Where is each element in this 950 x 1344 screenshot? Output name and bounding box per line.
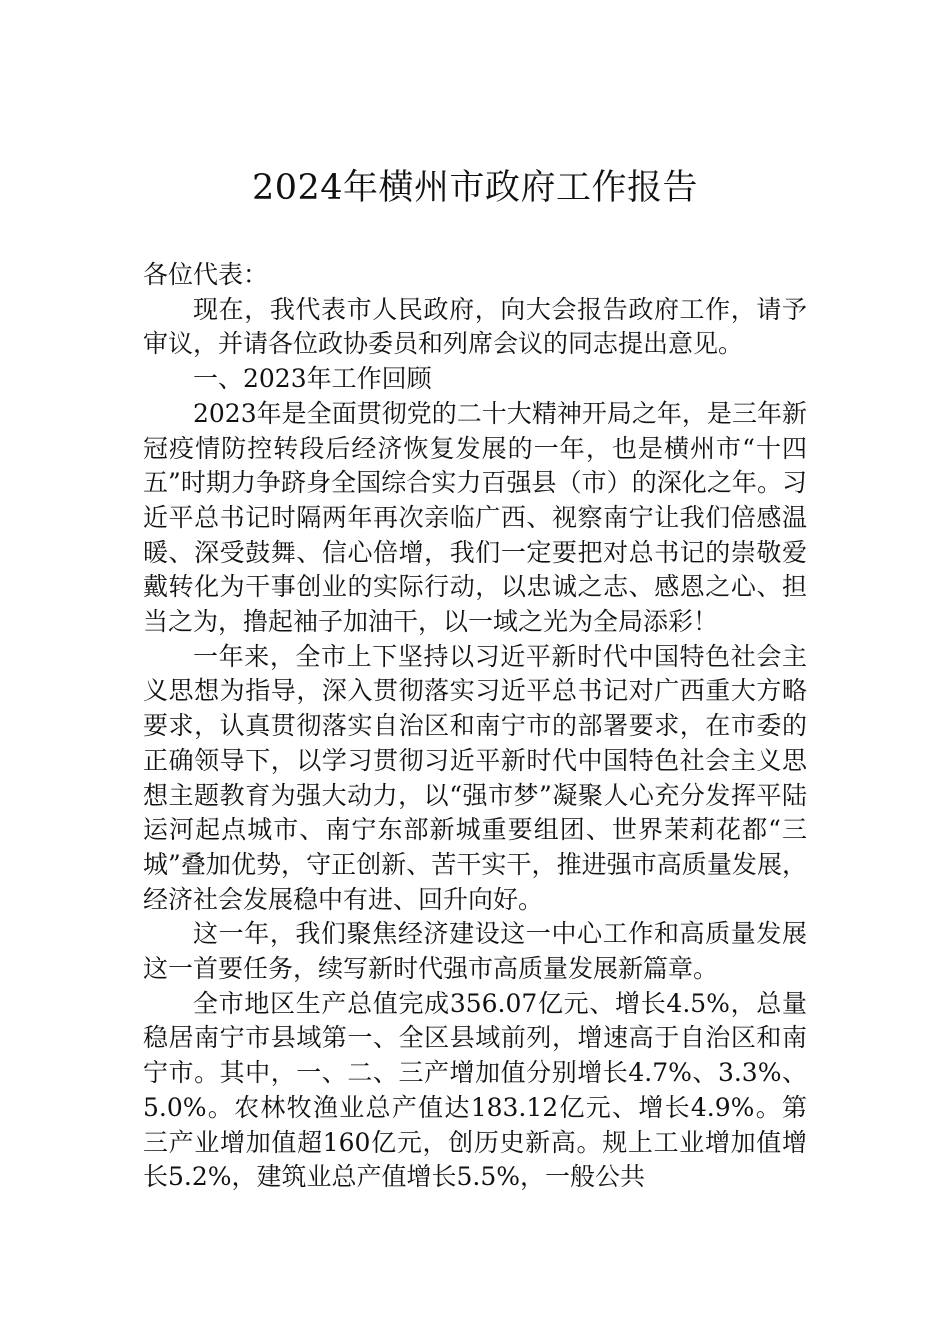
paragraph-economy: 全市地区生产总值完成356.07亿元、增长4.5%，总量稳居南宁市县域第一、全区县域前列，增速高于自治区和南宁市。其中，一、二、三产增加值分别增长4.7%、3.3%、5.0%。农林牧渔业总产值达183.12亿元、增长4.9%。第三产业增加值超160亿元，创历史新高。规上工业增加值增长5.2%，建筑业总产值增长5.5%，一般公共 bbox=[143, 988, 807, 1192]
paragraph-achievements: 一年来，全市上下坚持以习近平新时代中国特色社会主义思想为指导，深入贯彻落实习近平总书记对广西重大方略要求，认真贯彻落实自治区和南宁市的部署要求，在市委的正确领导下，以学习贯彻习近平新时代中国特色社会主义思想主题教育为强大动力，以“强市梦”凝聚人心充分发挥平陆运河起点城市、南宁东部新城重要组团、世界茉莉花都“三城”叠加优势，守正创新、苦干实干，推进强市高质量发展，经济社会发展稳中有进、回升向好。 bbox=[143, 641, 807, 914]
section-heading: 一、2023年工作回顾 bbox=[193, 364, 432, 394]
paragraph-overview: 2023年是全面贯彻党的二十大精神开局之年，是三年新冠疫情防控转段后经济恢复发展的一年，也是横州市“十四五”时期力争跻身全国综合实力百强县（市）的深化之年。习近平总书记时隔两年再次亲临广西、视察南宁让我们倍感温暖、深受鼓舞、信心倍增，我们一定要把对总书记的崇敬爱戴转化为干事创业的实际行动，以忠诚之志、感恩之心、担当之为，撸起袖子加油干，以一域之光为全局添彩！ bbox=[143, 398, 807, 637]
paragraph-focus: 这一年，我们聚焦经济建设这一中心工作和高质量发展这一首要任务，续写新时代强市高质量发展新篇章。 bbox=[143, 919, 807, 984]
document-body bbox=[143, 258, 807, 1195]
document-title: 2024年横州市政府工作报告 bbox=[251, 168, 699, 208]
salutation: 各位代表： bbox=[143, 260, 269, 289]
paragraph-intro: 现在，我代表市人民政府，向大会报告政府工作，请予审议，并请各位政协委员和列席会议的同志提出意见。 bbox=[143, 294, 807, 359]
